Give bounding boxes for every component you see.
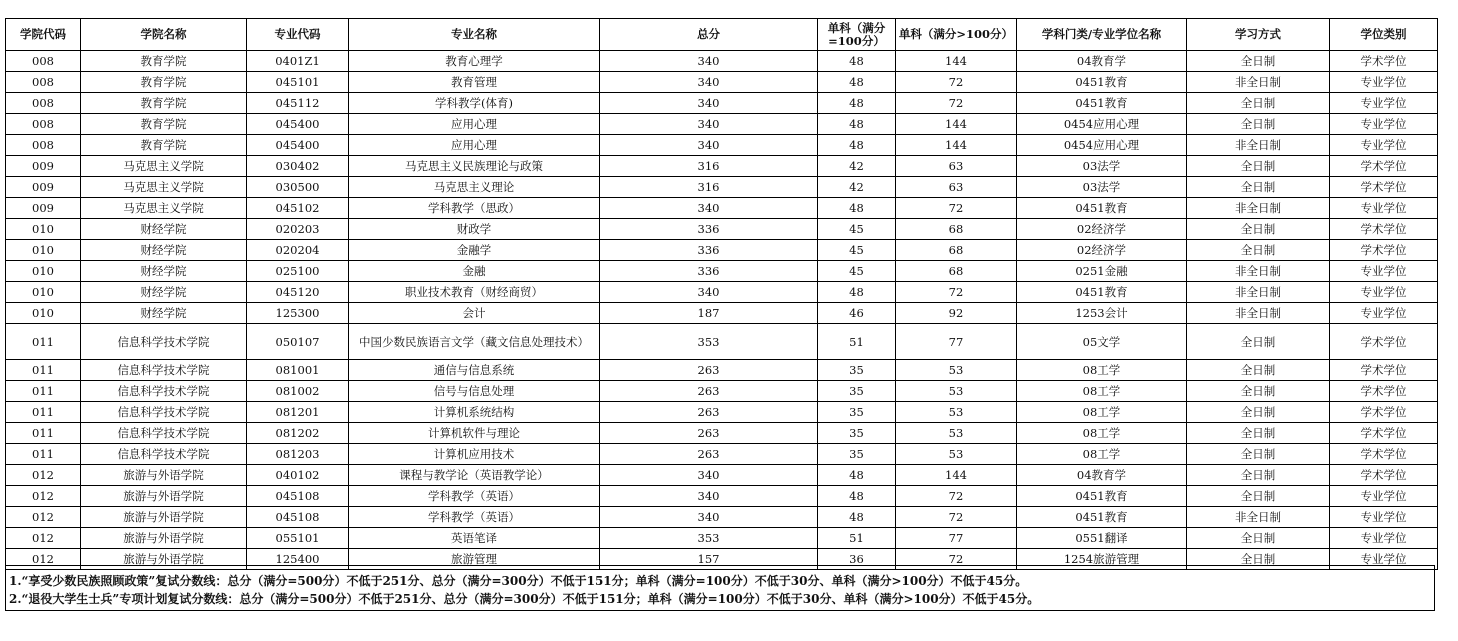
cell-single-over-100: 72 bbox=[896, 549, 1017, 570]
cell-study-mode: 全日制 bbox=[1187, 114, 1330, 135]
cell-discipline: 04教育学 bbox=[1017, 51, 1187, 72]
cell-single-100: 45 bbox=[818, 240, 896, 261]
cell-total-score: 340 bbox=[600, 507, 818, 528]
cell-single-100: 35 bbox=[818, 423, 896, 444]
cell-single-over-100: 72 bbox=[896, 507, 1017, 528]
cell-college-code: 010 bbox=[6, 240, 81, 261]
cell-college-code: 012 bbox=[6, 486, 81, 507]
cell-total-score: 340 bbox=[600, 93, 818, 114]
cell-study-mode: 非全日制 bbox=[1187, 303, 1330, 324]
cell-college-name: 旅游与外语学院 bbox=[81, 486, 247, 507]
cell-total-score: 263 bbox=[600, 381, 818, 402]
header-study-mode: 学习方式 bbox=[1187, 19, 1330, 51]
cell-college-name: 信息科学技术学院 bbox=[81, 402, 247, 423]
cell-degree-type: 学术学位 bbox=[1330, 402, 1438, 423]
table-row bbox=[6, 135, 1438, 156]
cell-college-code: 010 bbox=[6, 303, 81, 324]
cell-degree-type: 专业学位 bbox=[1330, 507, 1438, 528]
cell-total-score: 353 bbox=[600, 528, 818, 549]
table-row bbox=[6, 93, 1438, 114]
cell-major-name: 金融学 bbox=[349, 240, 600, 261]
cell-single-over-100: 68 bbox=[896, 261, 1017, 282]
score-table-container bbox=[5, 18, 1437, 570]
cell-major-code: 125400 bbox=[247, 549, 349, 570]
cell-discipline: 08工学 bbox=[1017, 402, 1187, 423]
cell-total-score: 336 bbox=[600, 219, 818, 240]
cell-discipline: 0451教育 bbox=[1017, 93, 1187, 114]
cell-single-100: 48 bbox=[818, 465, 896, 486]
cell-college-name: 财经学院 bbox=[81, 303, 247, 324]
cell-major-name: 英语笔译 bbox=[349, 528, 600, 549]
cell-major-code: 125300 bbox=[247, 303, 349, 324]
cell-college-code: 008 bbox=[6, 114, 81, 135]
cell-major-name: 学科教学（思政） bbox=[349, 198, 600, 219]
header-degree-type: 学位类别 bbox=[1330, 19, 1438, 51]
cell-study-mode: 全日制 bbox=[1187, 444, 1330, 465]
cell-college-name: 财经学院 bbox=[81, 261, 247, 282]
header-major-name: 专业名称 bbox=[349, 19, 600, 51]
cell-college-code: 009 bbox=[6, 156, 81, 177]
cell-single-over-100: 53 bbox=[896, 381, 1017, 402]
cell-study-mode: 非全日制 bbox=[1187, 261, 1330, 282]
cell-major-name: 马克思主义民族理论与政策 bbox=[349, 156, 600, 177]
cell-major-code: 025100 bbox=[247, 261, 349, 282]
cell-single-over-100: 63 bbox=[896, 177, 1017, 198]
cell-discipline: 02经济学 bbox=[1017, 240, 1187, 261]
cell-discipline: 0451教育 bbox=[1017, 282, 1187, 303]
cell-major-code: 045108 bbox=[247, 507, 349, 528]
cell-discipline: 0454应用心理 bbox=[1017, 114, 1187, 135]
cell-total-score: 263 bbox=[600, 423, 818, 444]
cell-single-100: 48 bbox=[818, 507, 896, 528]
header-single-100: 单科（满分=100分） bbox=[818, 19, 896, 51]
cell-major-code: 081203 bbox=[247, 444, 349, 465]
cell-college-code: 008 bbox=[6, 72, 81, 93]
cell-major-code: 045400 bbox=[247, 135, 349, 156]
cell-single-over-100: 144 bbox=[896, 114, 1017, 135]
cell-college-name: 信息科学技术学院 bbox=[81, 423, 247, 444]
cell-degree-type: 专业学位 bbox=[1330, 198, 1438, 219]
cell-discipline: 04教育学 bbox=[1017, 465, 1187, 486]
table-row bbox=[6, 360, 1438, 381]
table-row bbox=[6, 465, 1438, 486]
cell-degree-type: 专业学位 bbox=[1330, 135, 1438, 156]
table-body bbox=[6, 51, 1438, 570]
cell-study-mode: 全日制 bbox=[1187, 423, 1330, 444]
cell-college-name: 教育学院 bbox=[81, 72, 247, 93]
cell-major-name: 金融 bbox=[349, 261, 600, 282]
cell-single-100: 35 bbox=[818, 360, 896, 381]
notes-box bbox=[5, 565, 1435, 611]
cell-study-mode: 全日制 bbox=[1187, 486, 1330, 507]
cell-single-over-100: 53 bbox=[896, 360, 1017, 381]
cell-major-code: 020203 bbox=[247, 219, 349, 240]
table-row bbox=[6, 219, 1438, 240]
cell-single-over-100: 53 bbox=[896, 402, 1017, 423]
cell-major-name: 计算机软件与理论 bbox=[349, 423, 600, 444]
cell-discipline: 08工学 bbox=[1017, 444, 1187, 465]
cell-major-code: 081202 bbox=[247, 423, 349, 444]
cell-college-code: 009 bbox=[6, 198, 81, 219]
cell-college-code: 009 bbox=[6, 177, 81, 198]
cell-degree-type: 专业学位 bbox=[1330, 528, 1438, 549]
cell-major-name: 信号与信息处理 bbox=[349, 381, 600, 402]
cell-single-over-100: 144 bbox=[896, 465, 1017, 486]
cell-degree-type: 学术学位 bbox=[1330, 465, 1438, 486]
cell-college-code: 011 bbox=[6, 324, 81, 360]
table-row bbox=[6, 423, 1438, 444]
cell-study-mode: 全日制 bbox=[1187, 360, 1330, 381]
header-discipline: 学科门类/专业学位名称 bbox=[1017, 19, 1187, 51]
cell-college-code: 010 bbox=[6, 261, 81, 282]
cell-single-over-100: 144 bbox=[896, 51, 1017, 72]
cell-college-code: 011 bbox=[6, 423, 81, 444]
table-row bbox=[6, 282, 1438, 303]
cell-degree-type: 学术学位 bbox=[1330, 51, 1438, 72]
cell-college-code: 012 bbox=[6, 528, 81, 549]
cell-total-score: 157 bbox=[600, 549, 818, 570]
cell-total-score: 263 bbox=[600, 444, 818, 465]
cell-single-over-100: 144 bbox=[896, 135, 1017, 156]
cell-single-100: 35 bbox=[818, 444, 896, 465]
cell-single-100: 48 bbox=[818, 93, 896, 114]
cell-major-code: 081201 bbox=[247, 402, 349, 423]
cell-single-100: 48 bbox=[818, 282, 896, 303]
cell-college-name: 信息科学技术学院 bbox=[81, 360, 247, 381]
cell-discipline: 03法学 bbox=[1017, 177, 1187, 198]
cell-discipline: 0451教育 bbox=[1017, 198, 1187, 219]
cell-college-code: 011 bbox=[6, 381, 81, 402]
cell-college-name: 信息科学技术学院 bbox=[81, 381, 247, 402]
cell-discipline: 1253会计 bbox=[1017, 303, 1187, 324]
cell-single-over-100: 68 bbox=[896, 219, 1017, 240]
cell-total-score: 340 bbox=[600, 465, 818, 486]
cell-college-name: 教育学院 bbox=[81, 135, 247, 156]
cell-single-100: 36 bbox=[818, 549, 896, 570]
cell-college-code: 011 bbox=[6, 402, 81, 423]
cell-college-code: 010 bbox=[6, 219, 81, 240]
cell-single-100: 46 bbox=[818, 303, 896, 324]
table-row bbox=[6, 444, 1438, 465]
table-header-row bbox=[6, 19, 1438, 51]
cell-college-code: 012 bbox=[6, 507, 81, 528]
cell-major-code: 045108 bbox=[247, 486, 349, 507]
cell-single-100: 48 bbox=[818, 72, 896, 93]
cell-total-score: 340 bbox=[600, 72, 818, 93]
cell-major-code: 045120 bbox=[247, 282, 349, 303]
table-row bbox=[6, 402, 1438, 423]
cell-college-name: 旅游与外语学院 bbox=[81, 549, 247, 570]
cell-study-mode: 全日制 bbox=[1187, 528, 1330, 549]
header-single-over-100: 单科（满分>100分） bbox=[896, 19, 1017, 51]
table-row bbox=[6, 486, 1438, 507]
cell-degree-type: 专业学位 bbox=[1330, 93, 1438, 114]
cell-study-mode: 全日制 bbox=[1187, 465, 1330, 486]
cell-major-code: 055101 bbox=[247, 528, 349, 549]
cell-total-score: 340 bbox=[600, 135, 818, 156]
cell-total-score: 187 bbox=[600, 303, 818, 324]
note-ethnic-policy: 1.“享受少数民族照顾政策”复试分数线：总分（满分=500分）不低于251分、总分（满分=300分）不低于151分；单科（满分=100分）不低于30分、单科（满分>100分）不低于45分。 bbox=[9, 574, 1028, 588]
cell-single-over-100: 53 bbox=[896, 423, 1017, 444]
cell-single-over-100: 72 bbox=[896, 93, 1017, 114]
cell-single-100: 35 bbox=[818, 402, 896, 423]
table-row bbox=[6, 240, 1438, 261]
cell-single-over-100: 72 bbox=[896, 72, 1017, 93]
cell-major-name: 学科教学(体育) bbox=[349, 93, 600, 114]
cell-degree-type: 专业学位 bbox=[1330, 282, 1438, 303]
cell-major-code: 030402 bbox=[247, 156, 349, 177]
cell-college-code: 011 bbox=[6, 360, 81, 381]
cell-discipline: 05文学 bbox=[1017, 324, 1187, 360]
cell-degree-type: 学术学位 bbox=[1330, 156, 1438, 177]
cell-college-code: 011 bbox=[6, 444, 81, 465]
cell-college-name: 旅游与外语学院 bbox=[81, 465, 247, 486]
cell-total-score: 340 bbox=[600, 198, 818, 219]
cell-degree-type: 学术学位 bbox=[1330, 219, 1438, 240]
table-row bbox=[6, 156, 1438, 177]
cell-major-name: 计算机系统结构 bbox=[349, 402, 600, 423]
cell-degree-type: 专业学位 bbox=[1330, 72, 1438, 93]
table-row bbox=[6, 324, 1438, 360]
cell-single-over-100: 77 bbox=[896, 528, 1017, 549]
cell-discipline: 02经济学 bbox=[1017, 219, 1187, 240]
cell-major-name: 通信与信息系统 bbox=[349, 360, 600, 381]
cell-degree-type: 专业学位 bbox=[1330, 261, 1438, 282]
cell-single-100: 42 bbox=[818, 156, 896, 177]
header-major-code: 专业代码 bbox=[247, 19, 349, 51]
cell-major-name: 会计 bbox=[349, 303, 600, 324]
cell-discipline: 03法学 bbox=[1017, 156, 1187, 177]
cell-major-code: 081001 bbox=[247, 360, 349, 381]
cell-study-mode: 全日制 bbox=[1187, 381, 1330, 402]
cell-total-score: 263 bbox=[600, 402, 818, 423]
cell-total-score: 340 bbox=[600, 51, 818, 72]
header-college-code: 学院代码 bbox=[6, 19, 81, 51]
cell-single-100: 48 bbox=[818, 114, 896, 135]
cell-college-code: 008 bbox=[6, 135, 81, 156]
cell-degree-type: 专业学位 bbox=[1330, 486, 1438, 507]
cell-degree-type: 学术学位 bbox=[1330, 381, 1438, 402]
cell-study-mode: 全日制 bbox=[1187, 93, 1330, 114]
note-veteran-plan: 2.“退役大学生士兵”专项计划复试分数线：总分（满分=500分）不低于251分、总分（满分=300分）不低于151分；单科（满分=100分）不低于30分、单科（满分>100分）不低于45分。 bbox=[9, 592, 1040, 606]
cell-major-name: 计算机应用技术 bbox=[349, 444, 600, 465]
cell-study-mode: 非全日制 bbox=[1187, 507, 1330, 528]
cell-major-code: 045400 bbox=[247, 114, 349, 135]
cell-major-name: 马克思主义理论 bbox=[349, 177, 600, 198]
cell-major-name: 应用心理 bbox=[349, 114, 600, 135]
cell-college-name: 马克思主义学院 bbox=[81, 198, 247, 219]
table-row bbox=[6, 177, 1438, 198]
table-row bbox=[6, 261, 1438, 282]
cell-major-name: 职业技术教育（财经商贸） bbox=[349, 282, 600, 303]
cell-total-score: 353 bbox=[600, 324, 818, 360]
header-college-name: 学院名称 bbox=[81, 19, 247, 51]
cell-single-over-100: 77 bbox=[896, 324, 1017, 360]
cell-college-name: 教育学院 bbox=[81, 114, 247, 135]
cell-study-mode: 全日制 bbox=[1187, 402, 1330, 423]
table-row bbox=[6, 528, 1438, 549]
cell-single-100: 45 bbox=[818, 261, 896, 282]
cell-college-name: 财经学院 bbox=[81, 219, 247, 240]
cell-single-over-100: 68 bbox=[896, 240, 1017, 261]
cell-total-score: 336 bbox=[600, 261, 818, 282]
cell-major-name: 教育心理学 bbox=[349, 51, 600, 72]
cell-degree-type: 学术学位 bbox=[1330, 444, 1438, 465]
cell-single-100: 45 bbox=[818, 219, 896, 240]
cell-single-over-100: 53 bbox=[896, 444, 1017, 465]
cell-degree-type: 学术学位 bbox=[1330, 360, 1438, 381]
cell-college-code: 012 bbox=[6, 465, 81, 486]
cell-total-score: 340 bbox=[600, 114, 818, 135]
cell-discipline: 0451教育 bbox=[1017, 486, 1187, 507]
cell-college-name: 旅游与外语学院 bbox=[81, 528, 247, 549]
table-row bbox=[6, 72, 1438, 93]
cell-college-name: 财经学院 bbox=[81, 240, 247, 261]
score-table bbox=[5, 18, 1438, 570]
cell-single-100: 42 bbox=[818, 177, 896, 198]
cell-study-mode: 全日制 bbox=[1187, 549, 1330, 570]
cell-discipline: 0451教育 bbox=[1017, 72, 1187, 93]
table-row bbox=[6, 381, 1438, 402]
header-total-score: 总分 bbox=[600, 19, 818, 51]
cell-major-name: 中国少数民族语言文学（藏文信息处理技术） bbox=[349, 324, 600, 360]
cell-college-name: 教育学院 bbox=[81, 51, 247, 72]
cell-study-mode: 全日制 bbox=[1187, 324, 1330, 360]
cell-major-name: 教育管理 bbox=[349, 72, 600, 93]
cell-single-100: 51 bbox=[818, 528, 896, 549]
cell-total-score: 336 bbox=[600, 240, 818, 261]
cell-total-score: 263 bbox=[600, 360, 818, 381]
cell-major-code: 081002 bbox=[247, 381, 349, 402]
cell-degree-type: 学术学位 bbox=[1330, 423, 1438, 444]
cell-degree-type: 专业学位 bbox=[1330, 549, 1438, 570]
cell-study-mode: 全日制 bbox=[1187, 219, 1330, 240]
cell-college-code: 008 bbox=[6, 93, 81, 114]
cell-college-name: 马克思主义学院 bbox=[81, 156, 247, 177]
cell-study-mode: 非全日制 bbox=[1187, 198, 1330, 219]
cell-college-name: 旅游与外语学院 bbox=[81, 507, 247, 528]
cell-single-100: 51 bbox=[818, 324, 896, 360]
cell-total-score: 340 bbox=[600, 486, 818, 507]
cell-total-score: 316 bbox=[600, 156, 818, 177]
cell-major-code: 045102 bbox=[247, 198, 349, 219]
cell-study-mode: 非全日制 bbox=[1187, 72, 1330, 93]
cell-college-code: 008 bbox=[6, 51, 81, 72]
cell-single-over-100: 92 bbox=[896, 303, 1017, 324]
cell-degree-type: 专业学位 bbox=[1330, 114, 1438, 135]
cell-discipline: 0454应用心理 bbox=[1017, 135, 1187, 156]
cell-major-code: 045101 bbox=[247, 72, 349, 93]
cell-college-name: 马克思主义学院 bbox=[81, 177, 247, 198]
cell-college-name: 信息科学技术学院 bbox=[81, 444, 247, 465]
cell-major-name: 应用心理 bbox=[349, 135, 600, 156]
cell-major-name: 旅游管理 bbox=[349, 549, 600, 570]
cell-college-name: 财经学院 bbox=[81, 282, 247, 303]
cell-single-100: 35 bbox=[818, 381, 896, 402]
cell-single-over-100: 72 bbox=[896, 486, 1017, 507]
cell-total-score: 316 bbox=[600, 177, 818, 198]
cell-college-name: 教育学院 bbox=[81, 93, 247, 114]
cell-discipline: 08工学 bbox=[1017, 423, 1187, 444]
cell-discipline: 0551翻译 bbox=[1017, 528, 1187, 549]
cell-single-100: 48 bbox=[818, 486, 896, 507]
cell-single-over-100: 63 bbox=[896, 156, 1017, 177]
cell-discipline: 0251金融 bbox=[1017, 261, 1187, 282]
cell-study-mode: 非全日制 bbox=[1187, 135, 1330, 156]
cell-single-over-100: 72 bbox=[896, 282, 1017, 303]
cell-major-code: 0401Z1 bbox=[247, 51, 349, 72]
cell-major-code: 040102 bbox=[247, 465, 349, 486]
table-row bbox=[6, 51, 1438, 72]
cell-degree-type: 学术学位 bbox=[1330, 177, 1438, 198]
cell-major-code: 050107 bbox=[247, 324, 349, 360]
cell-college-code: 012 bbox=[6, 549, 81, 570]
cell-single-over-100: 72 bbox=[896, 198, 1017, 219]
table-row bbox=[6, 507, 1438, 528]
cell-college-code: 010 bbox=[6, 282, 81, 303]
cell-study-mode: 全日制 bbox=[1187, 156, 1330, 177]
cell-major-name: 学科教学（英语） bbox=[349, 507, 600, 528]
cell-discipline: 0451教育 bbox=[1017, 507, 1187, 528]
table-row bbox=[6, 114, 1438, 135]
cell-total-score: 340 bbox=[600, 282, 818, 303]
cell-discipline: 1254旅游管理 bbox=[1017, 549, 1187, 570]
cell-study-mode: 全日制 bbox=[1187, 51, 1330, 72]
cell-single-100: 48 bbox=[818, 135, 896, 156]
cell-major-name: 课程与教学论（英语教学论） bbox=[349, 465, 600, 486]
cell-degree-type: 专业学位 bbox=[1330, 303, 1438, 324]
cell-study-mode: 全日制 bbox=[1187, 240, 1330, 261]
cell-study-mode: 全日制 bbox=[1187, 177, 1330, 198]
cell-major-code: 030500 bbox=[247, 177, 349, 198]
cell-major-code: 020204 bbox=[247, 240, 349, 261]
cell-college-name: 信息科学技术学院 bbox=[81, 324, 247, 360]
cell-discipline: 08工学 bbox=[1017, 360, 1187, 381]
cell-discipline: 08工学 bbox=[1017, 381, 1187, 402]
table-row bbox=[6, 198, 1438, 219]
cell-major-name: 财政学 bbox=[349, 219, 600, 240]
cell-single-100: 48 bbox=[818, 198, 896, 219]
cell-major-code: 045112 bbox=[247, 93, 349, 114]
table-row bbox=[6, 303, 1438, 324]
cell-degree-type: 学术学位 bbox=[1330, 240, 1438, 261]
cell-single-100: 48 bbox=[818, 51, 896, 72]
cell-study-mode: 非全日制 bbox=[1187, 282, 1330, 303]
cell-degree-type: 学术学位 bbox=[1330, 324, 1438, 360]
cell-major-name: 学科教学（英语） bbox=[349, 486, 600, 507]
